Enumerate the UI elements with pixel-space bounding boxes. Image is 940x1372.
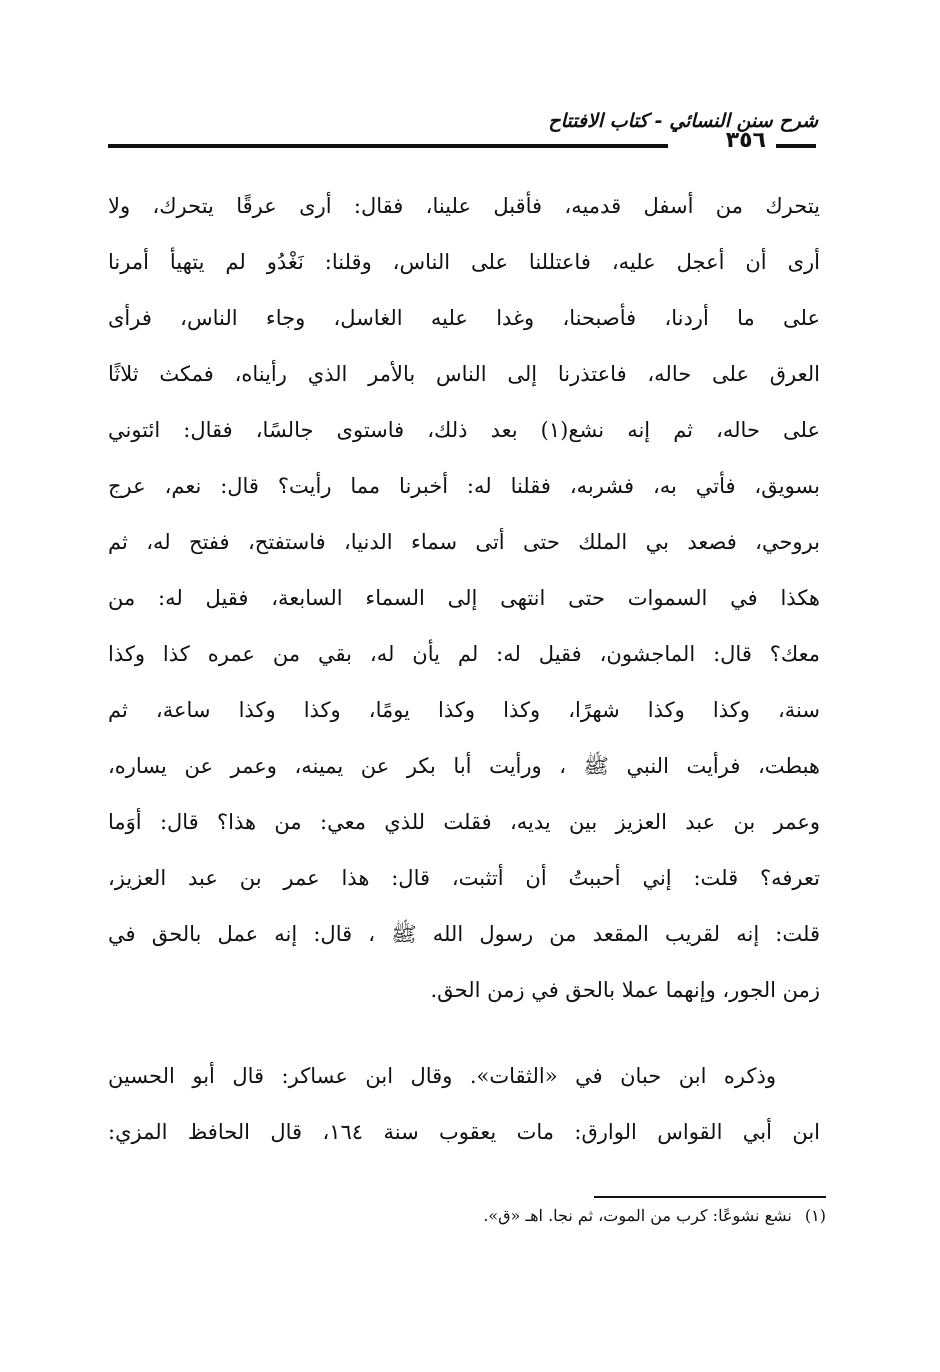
text-line: هكذا في السموات حتى انتهى إلى السماء السابعة، فقيل له: من [108,586,820,610]
footnote-marker: (١) [804,1206,826,1225]
text-line: أرى أن أعجل عليه، فاعتللنا على الناس، وقلنا: نَغْدُو لم يتهيأ أمرنا [108,250,820,274]
text-line: وعمر بن عبد العزيز بين يديه، فقلت للذي معي: من هذا؟ قال: أوَما [108,810,820,834]
footnote-separator [594,1196,826,1198]
text-line: بسويق، فأتي به، فشربه، فقلنا له: أخبرنا مما رأيت؟ قال: نعم، عرج [108,474,820,498]
text-line: وذكره ابن حبان في «الثقات». وقال ابن عساكر: قال أبو الحسين [108,1064,776,1088]
text-line: هبطت، فرأيت النبي ﷺ ، ورأيت أبا بكر عن يمينه، وعمر عن يساره، [108,754,820,778]
running-title: شرح سنن النسائي - كتاب الافتتاح [548,110,818,132]
text-line: سنة، وكذا وكذا شهرًا، وكذا وكذا يومًا، وكذا وكذا ساعة، ثم [108,698,820,722]
page-header [108,106,818,156]
text-line: قلت: إنه لقريب المقعد من رسول الله ﷺ ، قال: إنه عمل بالحق في [108,922,820,946]
header-rule [108,144,668,148]
main-paragraph [108,178,820,1018]
text-line: ابن أبي القواس الوارق: مات يعقوب سنة ١٦٤، قال الحافظ المزي: [108,1120,820,1144]
page-number-rule [776,144,816,148]
text-line: زمن الجور، وإنهما عملا بالحق في زمن الحق. [430,978,820,1002]
page-number: ٣٥٦ [725,128,766,153]
text-line: العرق على حاله، فاعتذرنا إلى الناس بالأمر الذي رأيناه، فمكث ثلاثًا [108,362,820,386]
second-paragraph [108,1048,820,1160]
footnote-text: نشع نشوعًا: كرب من الموت، ثم نجا. اهـ «ق». [483,1206,792,1225]
text-line: بروحي، فصعد بي الملك حتى أتى سماء الدنيا، فاستفتح، ففتح له، ثم [108,530,820,554]
text-line: معك؟ قال: الماجشون، فقيل له: لم يأن له، بقي من عمره كذا وكذا [108,642,820,666]
text-line: على حاله، ثم إنه نشع(١) بعد ذلك، فاستوى جالسًا، فقال: ائتوني [108,418,820,442]
text-line: تعرفه؟ قلت: إني أحببتُ أن أتثبت، قال: هذا عمر بن عبد العزيز، [108,866,820,890]
footnote [483,1206,826,1225]
text-line: يتحرك من أسفل قدميه، فأقبل علينا، فقال: أرى عرقًا يتحرك، ولا [108,194,820,218]
text-line: على ما أردنا، فأصبحنا، وغدا عليه الغاسل، وجاء الناس، فرأى [108,306,820,330]
